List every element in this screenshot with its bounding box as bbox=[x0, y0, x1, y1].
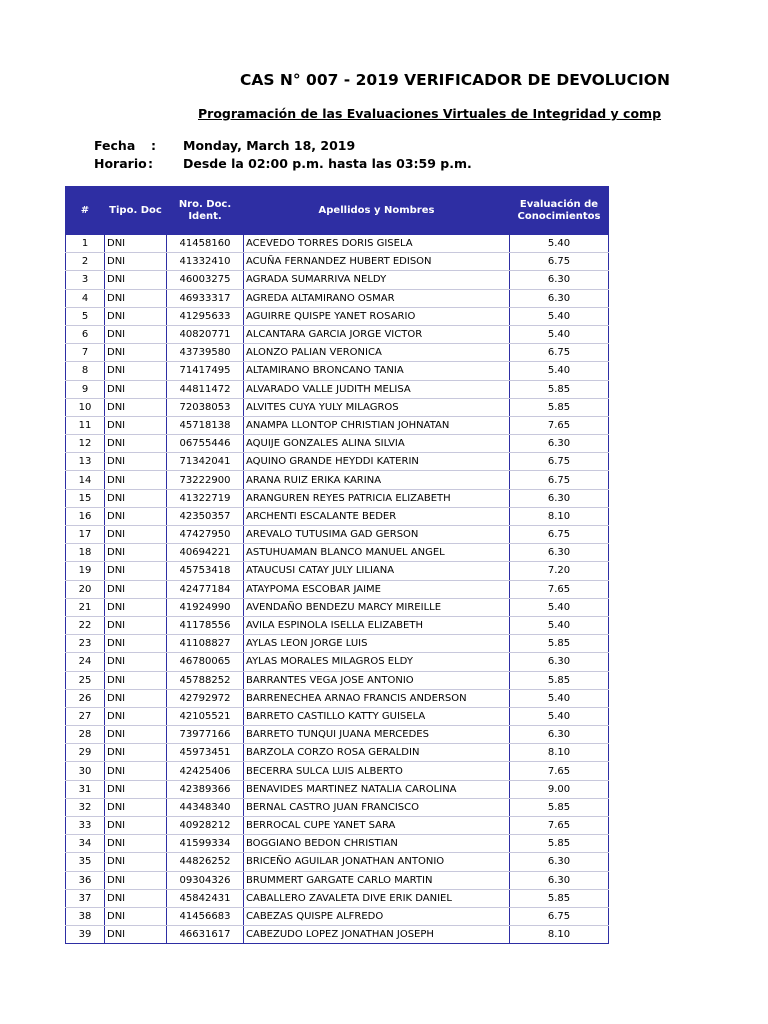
tipo-doc-cell: DNI bbox=[105, 289, 167, 307]
table-row bbox=[66, 889, 609, 907]
tipo-doc-cell: DNI bbox=[105, 726, 167, 744]
tipo-doc-cell: DNI bbox=[105, 435, 167, 453]
evaluation-score-cell: 5.40 bbox=[510, 325, 609, 343]
row-number: 13 bbox=[66, 453, 105, 471]
doc-number-cell: 47427950 bbox=[167, 526, 244, 544]
row-number: 16 bbox=[66, 507, 105, 525]
doc-number-cell: 41332410 bbox=[167, 253, 244, 271]
column-header-tipo-doc: Tipo. Doc bbox=[105, 187, 167, 235]
table-row bbox=[66, 362, 609, 380]
evaluation-score-cell: 8.10 bbox=[510, 507, 609, 525]
tipo-doc-cell: DNI bbox=[105, 416, 167, 434]
document-subtitle: Programación de las Evaluaciones Virtuales de Integridad y comp bbox=[198, 106, 662, 121]
full-name-cell: ALTAMIRANO BRONCANO TANIA bbox=[244, 362, 510, 380]
doc-number-cell: 42792972 bbox=[167, 689, 244, 707]
doc-number-cell: 72038053 bbox=[167, 398, 244, 416]
tipo-doc-cell: DNI bbox=[105, 707, 167, 725]
evaluation-score-cell: 6.75 bbox=[510, 471, 609, 489]
full-name-cell: BARRETO CASTILLO KATTY GUISELA bbox=[244, 707, 510, 725]
tipo-doc-cell: DNI bbox=[105, 853, 167, 871]
row-number: 2 bbox=[66, 253, 105, 271]
tipo-doc-cell: DNI bbox=[105, 398, 167, 416]
row-number: 37 bbox=[66, 889, 105, 907]
doc-number-cell: 44811472 bbox=[167, 380, 244, 398]
tipo-doc-cell: DNI bbox=[105, 253, 167, 271]
tipo-doc-cell: DNI bbox=[105, 544, 167, 562]
tipo-doc-cell: DNI bbox=[105, 307, 167, 325]
full-name-cell: AQUINO GRANDE HEYDDI KATERIN bbox=[244, 453, 510, 471]
evaluation-score-cell: 7.65 bbox=[510, 416, 609, 434]
row-number: 33 bbox=[66, 817, 105, 835]
doc-number-cell: 44348340 bbox=[167, 798, 244, 816]
row-number: 19 bbox=[66, 562, 105, 580]
tipo-doc-cell: DNI bbox=[105, 762, 167, 780]
table-header-row bbox=[66, 187, 609, 235]
evaluation-score-cell: 6.30 bbox=[510, 853, 609, 871]
table-row bbox=[66, 853, 609, 871]
tipo-doc-cell: DNI bbox=[105, 598, 167, 616]
row-number: 31 bbox=[66, 780, 105, 798]
tipo-doc-cell: DNI bbox=[105, 926, 167, 944]
evaluation-score-cell: 6.75 bbox=[510, 907, 609, 925]
evaluation-score-cell: 6.30 bbox=[510, 289, 609, 307]
row-number: 26 bbox=[66, 689, 105, 707]
full-name-cell: ARANGUREN REYES PATRICIA ELIZABETH bbox=[244, 489, 510, 507]
doc-number-cell: 41295633 bbox=[167, 307, 244, 325]
horario-separator: : bbox=[148, 156, 153, 171]
row-number: 28 bbox=[66, 726, 105, 744]
tipo-doc-cell: DNI bbox=[105, 835, 167, 853]
row-number: 8 bbox=[66, 362, 105, 380]
full-name-cell: AVENDAÑO BENDEZU MARCY MIREILLE bbox=[244, 598, 510, 616]
tipo-doc-cell: DNI bbox=[105, 580, 167, 598]
full-name-cell: BECERRA SULCA LUIS ALBERTO bbox=[244, 762, 510, 780]
results-table bbox=[65, 186, 609, 944]
table-row bbox=[66, 489, 609, 507]
full-name-cell: AQUIJE GONZALES ALINA SILVIA bbox=[244, 435, 510, 453]
full-name-cell: AREVALO TUTUSIMA GAD GERSON bbox=[244, 526, 510, 544]
doc-number-cell: 46003275 bbox=[167, 271, 244, 289]
evaluation-score-cell: 6.75 bbox=[510, 453, 609, 471]
doc-number-cell: 41599334 bbox=[167, 835, 244, 853]
tipo-doc-cell: DNI bbox=[105, 817, 167, 835]
row-number: 5 bbox=[66, 307, 105, 325]
doc-number-cell: 41322719 bbox=[167, 489, 244, 507]
full-name-cell: CABALLERO ZAVALETA DIVE ERIK DANIEL bbox=[244, 889, 510, 907]
row-number: 11 bbox=[66, 416, 105, 434]
row-number: 18 bbox=[66, 544, 105, 562]
row-number: 36 bbox=[66, 871, 105, 889]
full-name-cell: BARRENECHEA ARNAO FRANCIS ANDERSON bbox=[244, 689, 510, 707]
full-name-cell: ACEVEDO TORRES DORIS GISELA bbox=[244, 235, 510, 253]
full-name-cell: ACUÑA FERNANDEZ HUBERT EDISON bbox=[244, 253, 510, 271]
table-row bbox=[66, 416, 609, 434]
full-name-cell: BRUMMERT GARGATE CARLO MARTIN bbox=[244, 871, 510, 889]
evaluation-score-cell: 6.75 bbox=[510, 344, 609, 362]
full-name-cell: CABEZAS QUISPE ALFREDO bbox=[244, 907, 510, 925]
column-header-apellidos-nombres: Apellidos y Nombres bbox=[244, 187, 510, 235]
doc-number-cell: 71417495 bbox=[167, 362, 244, 380]
evaluation-score-cell: 6.30 bbox=[510, 653, 609, 671]
full-name-cell: BERNAL CASTRO JUAN FRANCISCO bbox=[244, 798, 510, 816]
table-row bbox=[66, 762, 609, 780]
doc-number-cell: 42477184 bbox=[167, 580, 244, 598]
evaluation-score-cell: 5.85 bbox=[510, 798, 609, 816]
table-row bbox=[66, 871, 609, 889]
row-number: 4 bbox=[66, 289, 105, 307]
evaluation-score-cell: 6.30 bbox=[510, 271, 609, 289]
table-row bbox=[66, 526, 609, 544]
doc-number-cell: 43739580 bbox=[167, 344, 244, 362]
full-name-cell: BENAVIDES MARTINEZ NATALIA CAROLINA bbox=[244, 780, 510, 798]
row-number: 12 bbox=[66, 435, 105, 453]
tipo-doc-cell: DNI bbox=[105, 235, 167, 253]
row-number: 32 bbox=[66, 798, 105, 816]
evaluation-score-cell: 5.85 bbox=[510, 835, 609, 853]
full-name-cell: CABEZUDO LOPEZ JONATHAN JOSEPH bbox=[244, 926, 510, 944]
tipo-doc-cell: DNI bbox=[105, 907, 167, 925]
full-name-cell: ALCANTARA GARCIA JORGE VICTOR bbox=[244, 325, 510, 343]
doc-number-cell: 45718138 bbox=[167, 416, 244, 434]
row-number: 6 bbox=[66, 325, 105, 343]
table-row bbox=[66, 689, 609, 707]
table-row bbox=[66, 671, 609, 689]
table-row bbox=[66, 253, 609, 271]
evaluation-score-cell: 5.40 bbox=[510, 307, 609, 325]
tipo-doc-cell: DNI bbox=[105, 380, 167, 398]
evaluation-score-cell: 6.30 bbox=[510, 435, 609, 453]
doc-number-cell: 40694221 bbox=[167, 544, 244, 562]
tipo-doc-cell: DNI bbox=[105, 780, 167, 798]
table-row bbox=[66, 380, 609, 398]
tipo-doc-cell: DNI bbox=[105, 635, 167, 653]
table-row bbox=[66, 471, 609, 489]
row-number: 30 bbox=[66, 762, 105, 780]
table-row bbox=[66, 726, 609, 744]
table-row bbox=[66, 544, 609, 562]
fecha-label: Fecha bbox=[94, 138, 136, 153]
row-number: 29 bbox=[66, 744, 105, 762]
row-number: 10 bbox=[66, 398, 105, 416]
table-row bbox=[66, 562, 609, 580]
table-row bbox=[66, 507, 609, 525]
full-name-cell: BARRETO TUNQUI JUANA MERCEDES bbox=[244, 726, 510, 744]
row-number: 3 bbox=[66, 271, 105, 289]
tipo-doc-cell: DNI bbox=[105, 616, 167, 634]
full-name-cell: AGUIRRE QUISPE YANET ROSARIO bbox=[244, 307, 510, 325]
evaluation-score-cell: 6.30 bbox=[510, 544, 609, 562]
doc-number-cell: 06755446 bbox=[167, 435, 244, 453]
full-name-cell: ALVARADO VALLE JUDITH MELISA bbox=[244, 380, 510, 398]
tipo-doc-cell: DNI bbox=[105, 744, 167, 762]
doc-number-cell: 40820771 bbox=[167, 325, 244, 343]
table-row bbox=[66, 926, 609, 944]
doc-number-cell: 42389366 bbox=[167, 780, 244, 798]
evaluation-score-cell: 8.10 bbox=[510, 926, 609, 944]
doc-number-cell: 41924990 bbox=[167, 598, 244, 616]
tipo-doc-cell: DNI bbox=[105, 653, 167, 671]
row-number: 9 bbox=[66, 380, 105, 398]
row-number: 15 bbox=[66, 489, 105, 507]
table-row bbox=[66, 653, 609, 671]
doc-number-cell: 42350357 bbox=[167, 507, 244, 525]
tipo-doc-cell: DNI bbox=[105, 871, 167, 889]
doc-number-cell: 42425406 bbox=[167, 762, 244, 780]
full-name-cell: BARZOLA CORZO ROSA GERALDIN bbox=[244, 744, 510, 762]
row-number: 25 bbox=[66, 671, 105, 689]
tipo-doc-cell: DNI bbox=[105, 344, 167, 362]
full-name-cell: BRICEÑO AGUILAR JONATHAN ANTONIO bbox=[244, 853, 510, 871]
table-row bbox=[66, 707, 609, 725]
document-title: CAS N° 007 - 2019 VERIFICADOR DE DEVOLUCION bbox=[240, 71, 670, 89]
evaluation-score-cell: 7.20 bbox=[510, 562, 609, 580]
row-number: 27 bbox=[66, 707, 105, 725]
full-name-cell: BERROCAL CUPE YANET SARA bbox=[244, 817, 510, 835]
evaluation-score-cell: 5.40 bbox=[510, 235, 609, 253]
evaluation-score-cell: 7.65 bbox=[510, 817, 609, 835]
column-header-nro-doc: Nro. Doc. Ident. bbox=[167, 187, 244, 235]
tipo-doc-cell: DNI bbox=[105, 489, 167, 507]
evaluation-score-cell: 7.65 bbox=[510, 580, 609, 598]
evaluation-score-cell: 5.40 bbox=[510, 598, 609, 616]
full-name-cell: BOGGIANO BEDON CHRISTIAN bbox=[244, 835, 510, 853]
evaluation-score-cell: 5.40 bbox=[510, 689, 609, 707]
full-name-cell: AYLAS LEON JORGE LUIS bbox=[244, 635, 510, 653]
full-name-cell: ARCHENTI ESCALANTE BEDER bbox=[244, 507, 510, 525]
tipo-doc-cell: DNI bbox=[105, 526, 167, 544]
doc-number-cell: 73977166 bbox=[167, 726, 244, 744]
row-number: 20 bbox=[66, 580, 105, 598]
doc-number-cell: 45842431 bbox=[167, 889, 244, 907]
table-row bbox=[66, 271, 609, 289]
evaluation-score-cell: 8.10 bbox=[510, 744, 609, 762]
full-name-cell: AYLAS MORALES MILAGROS ELDY bbox=[244, 653, 510, 671]
fecha-separator: : bbox=[151, 138, 156, 153]
column-header-evaluacion: Evaluación de Conocimientos bbox=[510, 187, 609, 235]
doc-number-cell: 09304326 bbox=[167, 871, 244, 889]
horario-value: Desde la 02:00 p.m. hasta las 03:59 p.m. bbox=[183, 156, 472, 171]
table-row bbox=[66, 598, 609, 616]
doc-number-cell: 41108827 bbox=[167, 635, 244, 653]
row-number: 24 bbox=[66, 653, 105, 671]
row-number: 38 bbox=[66, 907, 105, 925]
table-row bbox=[66, 307, 609, 325]
full-name-cell: ALONZO PALIAN VERONICA bbox=[244, 344, 510, 362]
tipo-doc-cell: DNI bbox=[105, 271, 167, 289]
table-row bbox=[66, 398, 609, 416]
doc-number-cell: 45973451 bbox=[167, 744, 244, 762]
table-row bbox=[66, 344, 609, 362]
doc-number-cell: 41456683 bbox=[167, 907, 244, 925]
full-name-cell: ASTUHUAMAN BLANCO MANUEL ANGEL bbox=[244, 544, 510, 562]
doc-number-cell: 40928212 bbox=[167, 817, 244, 835]
row-number: 21 bbox=[66, 598, 105, 616]
tipo-doc-cell: DNI bbox=[105, 798, 167, 816]
tipo-doc-cell: DNI bbox=[105, 671, 167, 689]
evaluation-score-cell: 6.30 bbox=[510, 871, 609, 889]
full-name-cell: ATAUCUSI CATAY JULY LILIANA bbox=[244, 562, 510, 580]
tipo-doc-cell: DNI bbox=[105, 507, 167, 525]
table-row bbox=[66, 616, 609, 634]
evaluation-score-cell: 6.75 bbox=[510, 526, 609, 544]
evaluation-score-cell: 5.40 bbox=[510, 616, 609, 634]
column-header-number: # bbox=[66, 187, 105, 235]
row-number: 14 bbox=[66, 471, 105, 489]
table-row bbox=[66, 780, 609, 798]
full-name-cell: ALVITES CUYA YULY MILAGROS bbox=[244, 398, 510, 416]
tipo-doc-cell: DNI bbox=[105, 562, 167, 580]
table-row bbox=[66, 835, 609, 853]
doc-number-cell: 41458160 bbox=[167, 235, 244, 253]
evaluation-score-cell: 5.40 bbox=[510, 362, 609, 380]
tipo-doc-cell: DNI bbox=[105, 362, 167, 380]
tipo-doc-cell: DNI bbox=[105, 453, 167, 471]
doc-number-cell: 41178556 bbox=[167, 616, 244, 634]
table-row bbox=[66, 289, 609, 307]
evaluation-score-cell: 5.40 bbox=[510, 707, 609, 725]
full-name-cell: ATAYPOMA ESCOBAR JAIME bbox=[244, 580, 510, 598]
full-name-cell: AVILA ESPINOLA ISELLA ELIZABETH bbox=[244, 616, 510, 634]
row-number: 1 bbox=[66, 235, 105, 253]
doc-number-cell: 73222900 bbox=[167, 471, 244, 489]
table-row bbox=[66, 453, 609, 471]
fecha-value: Monday, March 18, 2019 bbox=[183, 138, 356, 153]
table-row bbox=[66, 907, 609, 925]
row-number: 35 bbox=[66, 853, 105, 871]
table-row bbox=[66, 744, 609, 762]
evaluation-score-cell: 9.00 bbox=[510, 780, 609, 798]
tipo-doc-cell: DNI bbox=[105, 325, 167, 343]
tipo-doc-cell: DNI bbox=[105, 889, 167, 907]
horario-label: Horario bbox=[94, 156, 147, 171]
evaluation-score-cell: 6.30 bbox=[510, 726, 609, 744]
evaluation-score-cell: 7.65 bbox=[510, 762, 609, 780]
doc-number-cell: 45788252 bbox=[167, 671, 244, 689]
tipo-doc-cell: DNI bbox=[105, 471, 167, 489]
row-number: 39 bbox=[66, 926, 105, 944]
doc-number-cell: 44826252 bbox=[167, 853, 244, 871]
doc-number-cell: 45753418 bbox=[167, 562, 244, 580]
evaluation-score-cell: 5.85 bbox=[510, 671, 609, 689]
table-row bbox=[66, 817, 609, 835]
full-name-cell: BARRANTES VEGA JOSE ANTONIO bbox=[244, 671, 510, 689]
table-row bbox=[66, 798, 609, 816]
row-number: 23 bbox=[66, 635, 105, 653]
full-name-cell: AGRADA SUMARRIVA NELDY bbox=[244, 271, 510, 289]
doc-number-cell: 46933317 bbox=[167, 289, 244, 307]
table-row bbox=[66, 235, 609, 253]
row-number: 22 bbox=[66, 616, 105, 634]
doc-number-cell: 42105521 bbox=[167, 707, 244, 725]
table-row bbox=[66, 435, 609, 453]
evaluation-score-cell: 5.85 bbox=[510, 398, 609, 416]
evaluation-score-cell: 6.30 bbox=[510, 489, 609, 507]
row-number: 17 bbox=[66, 526, 105, 544]
doc-number-cell: 46631617 bbox=[167, 926, 244, 944]
row-number: 34 bbox=[66, 835, 105, 853]
table-row bbox=[66, 325, 609, 343]
evaluation-score-cell: 5.85 bbox=[510, 380, 609, 398]
full-name-cell: ARANA RUIZ ERIKA KARINA bbox=[244, 471, 510, 489]
full-name-cell: AGREDA ALTAMIRANO OSMAR bbox=[244, 289, 510, 307]
full-name-cell: ANAMPA LLONTOP CHRISTIAN JOHNATAN bbox=[244, 416, 510, 434]
doc-number-cell: 71342041 bbox=[167, 453, 244, 471]
table-row bbox=[66, 635, 609, 653]
evaluation-score-cell: 5.85 bbox=[510, 889, 609, 907]
evaluation-score-cell: 6.75 bbox=[510, 253, 609, 271]
evaluation-score-cell: 5.85 bbox=[510, 635, 609, 653]
row-number: 7 bbox=[66, 344, 105, 362]
tipo-doc-cell: DNI bbox=[105, 689, 167, 707]
doc-number-cell: 46780065 bbox=[167, 653, 244, 671]
table-row bbox=[66, 580, 609, 598]
